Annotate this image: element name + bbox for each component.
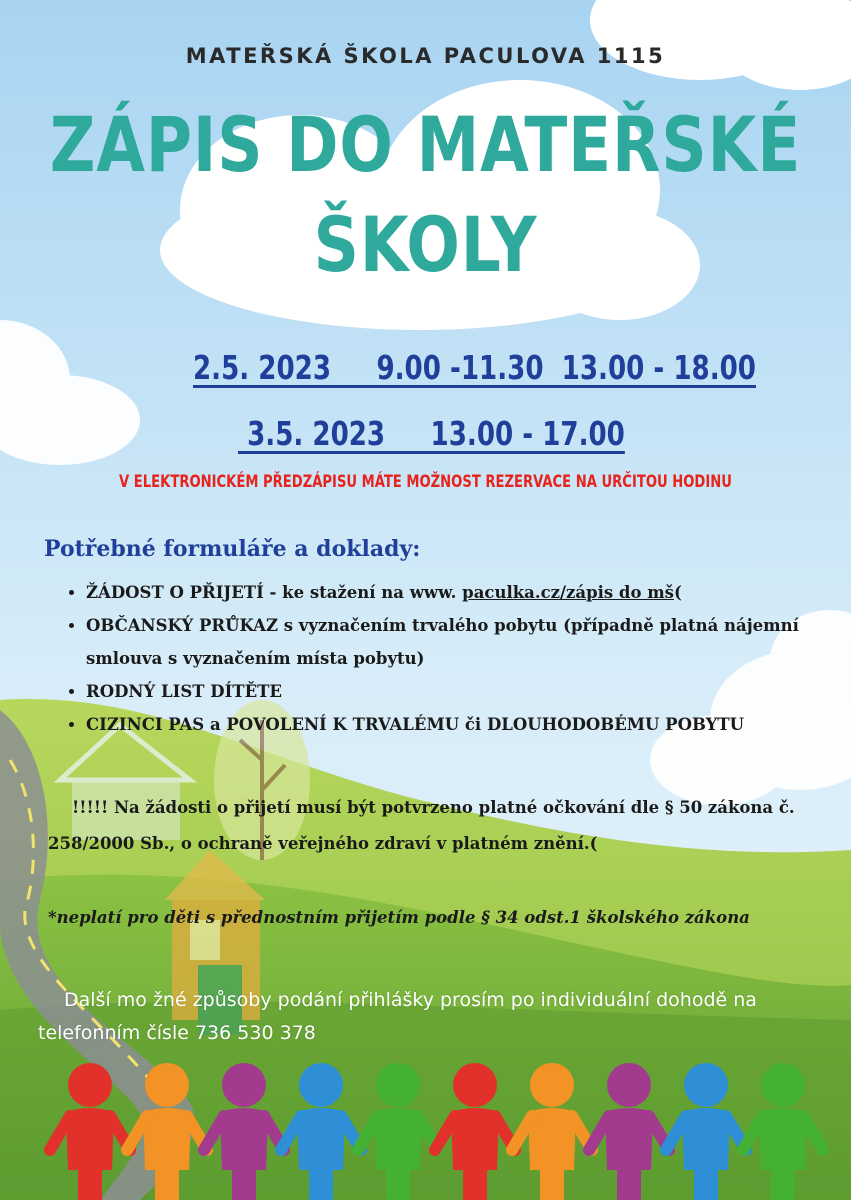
- date-line-2: 3.5. 2023 13.00 - 17.00: [238, 414, 625, 453]
- date-line-1: 2.5. 2023 9.00 -11.30 13.00 - 18.00: [193, 348, 756, 387]
- list-item: • CIZINCI PAS a POVOLENÍ K TRVALÉMU či DLOUHODOBÉMU POBYTU: [86, 708, 851, 741]
- doc-item-text: ŽÁDOST O PŘIJETÍ - ke stažení na www.: [86, 583, 463, 602]
- exception-note: *neplatí pro děti s přednostním přijetím podle § 34 odst.1 školského zákona: [48, 908, 750, 927]
- reservation-notice: V ELEKTRONICKÉM PŘEDZÁPISU MÁTE MOŽNOST REZERVACE NA URČITOU HODINU: [119, 472, 732, 492]
- documents-list: [40, 576, 851, 741]
- school-name: MATEŘSKÁ ŠKOLA PACULOVA 1115: [185, 44, 666, 68]
- page-title-line2: ŠKOLY: [313, 200, 538, 289]
- list-item: • RODNÝ LIST DÍTĚTE: [86, 675, 851, 708]
- list-item: [86, 576, 851, 609]
- list-item: • OBČANSKÝ PRŮKAZ s vyznačením trvalého pobytu (případně platná nájemní smlouva s vyznačením místa pobytu): [86, 609, 851, 675]
- page-title-line1: ZÁPIS DO MATEŘSKÉ: [49, 100, 802, 189]
- other-submission-info: Další mo žné způsoby podání přihlášky prosím po individuální dohodě na telefonním čísle 736 530 378: [38, 989, 757, 1044]
- documents-heading: Potřebné formuláře a doklady:: [44, 536, 421, 562]
- download-link[interactable]: paculka.cz/zápis do mš: [462, 583, 674, 602]
- vaccination-warning: !!!!! Na žádosti o přijetí musí být potvrzeno platné očkování dle § 50 zákona č. 258/2000 Sb., o ochraně veřejného zdraví v platném znění.(: [48, 798, 795, 853]
- doc-item-suffix: (: [673, 583, 682, 602]
